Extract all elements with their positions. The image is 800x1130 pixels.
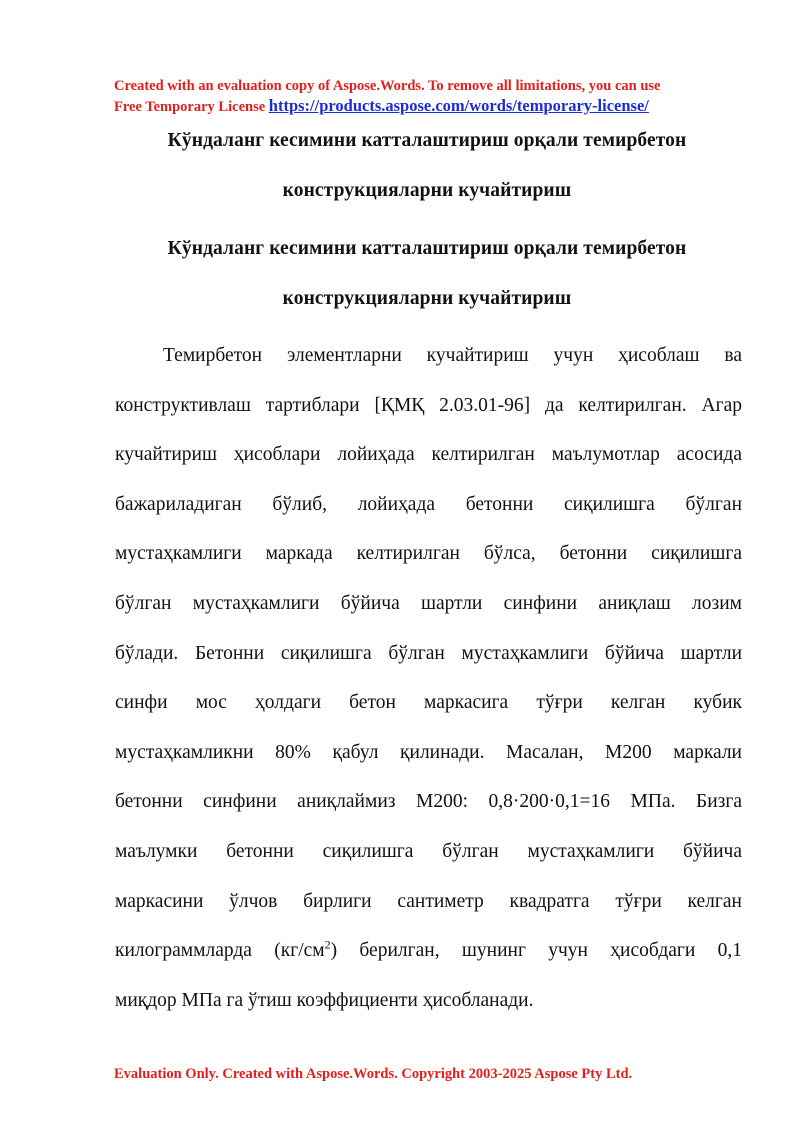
paragraph-line: бетонни синфини аниқлаймиз М200: 0,8·200·0,1=16 МПа. Бизга xyxy=(115,791,742,813)
license-label: Free Temporary License xyxy=(114,99,269,115)
line13-text-end: ) берилган, шунинг учун ҳисобдаги 0,1 xyxy=(330,940,742,962)
paragraph-last-line: миқдор МПа га ўтиш коэффициенти ҳисобланади. xyxy=(115,989,534,1011)
paragraph-line: Темирбетон элементларни кучайтириш учун ҳисоблаш ва xyxy=(163,345,742,366)
evaluation-notice-line1: Created with an evaluation copy of Aspose.Words. To remove all limitations, you can use xyxy=(114,78,661,94)
paragraph-line: бажариладиган бўлиб, лойиҳада бетонни сиқилишга бўлган xyxy=(115,493,742,515)
evaluation-notice-line2 xyxy=(114,96,754,117)
superscript-two: 2 xyxy=(324,937,331,952)
paragraph-line: конструктивлаш тартиблари [ҚМҚ 2.03.01-96] да келтирилган. Агар xyxy=(115,394,742,416)
temporary-license-link[interactable]: https://products.aspose.com/words/temporary-license/ xyxy=(268,96,649,115)
evaluation-notice xyxy=(114,77,754,117)
paragraph-line: маркасини ўлчов бирлиги сантиметр квадратга тўғри келган xyxy=(115,890,742,912)
paragraph-line: мустаҳкамлиги маркада келтирилган бўлса, бетонни сиқилишга xyxy=(115,543,742,565)
paragraph-line-with-superscript xyxy=(115,926,742,976)
evaluation-footer: Evaluation Only. Created with Aspose.Words. Copyright 2003-2025 Aspose Pty Ltd. xyxy=(114,1066,633,1082)
paragraph-line: маълумки бетонни сиқилишга бўлган мустаҳкамлиги бўйича xyxy=(115,840,742,862)
heading-line-2: конструкцияларни кучайтириш xyxy=(282,288,572,309)
title-line-1: Кўндаланг кесимини катталаштириш орқали темирбетон xyxy=(167,130,687,151)
document-title xyxy=(110,116,744,216)
title-line-2: конструкцияларни кучайтириш xyxy=(282,180,572,201)
paragraph-line: бўлади. Бетонни сиқилишга бўлган мустаҳкамлиги бўйича шартли xyxy=(115,642,742,664)
paragraph-line: мустаҳкамликни 80% қабул қилинади. Масалан, М200 маркали xyxy=(115,741,742,763)
paragraph-line: бўлган мустаҳкамлиги бўйича шартли синфини аниқлаш лозим xyxy=(115,592,742,614)
heading-line-1: Кўндаланг кесимини катталаштириш орқали темирбетон xyxy=(167,238,687,259)
paragraph-line: синфи мос ҳолдаги бетон маркасига тўғри келган кубик xyxy=(115,692,742,714)
paragraph-line: кучайтириш ҳисоблари лойиҳада келтирилган маълумотлар асосида xyxy=(115,444,742,466)
section-heading xyxy=(110,224,744,324)
body-paragraph xyxy=(115,331,742,1025)
line13-text-start: килограммларда (кг/см xyxy=(115,940,325,962)
